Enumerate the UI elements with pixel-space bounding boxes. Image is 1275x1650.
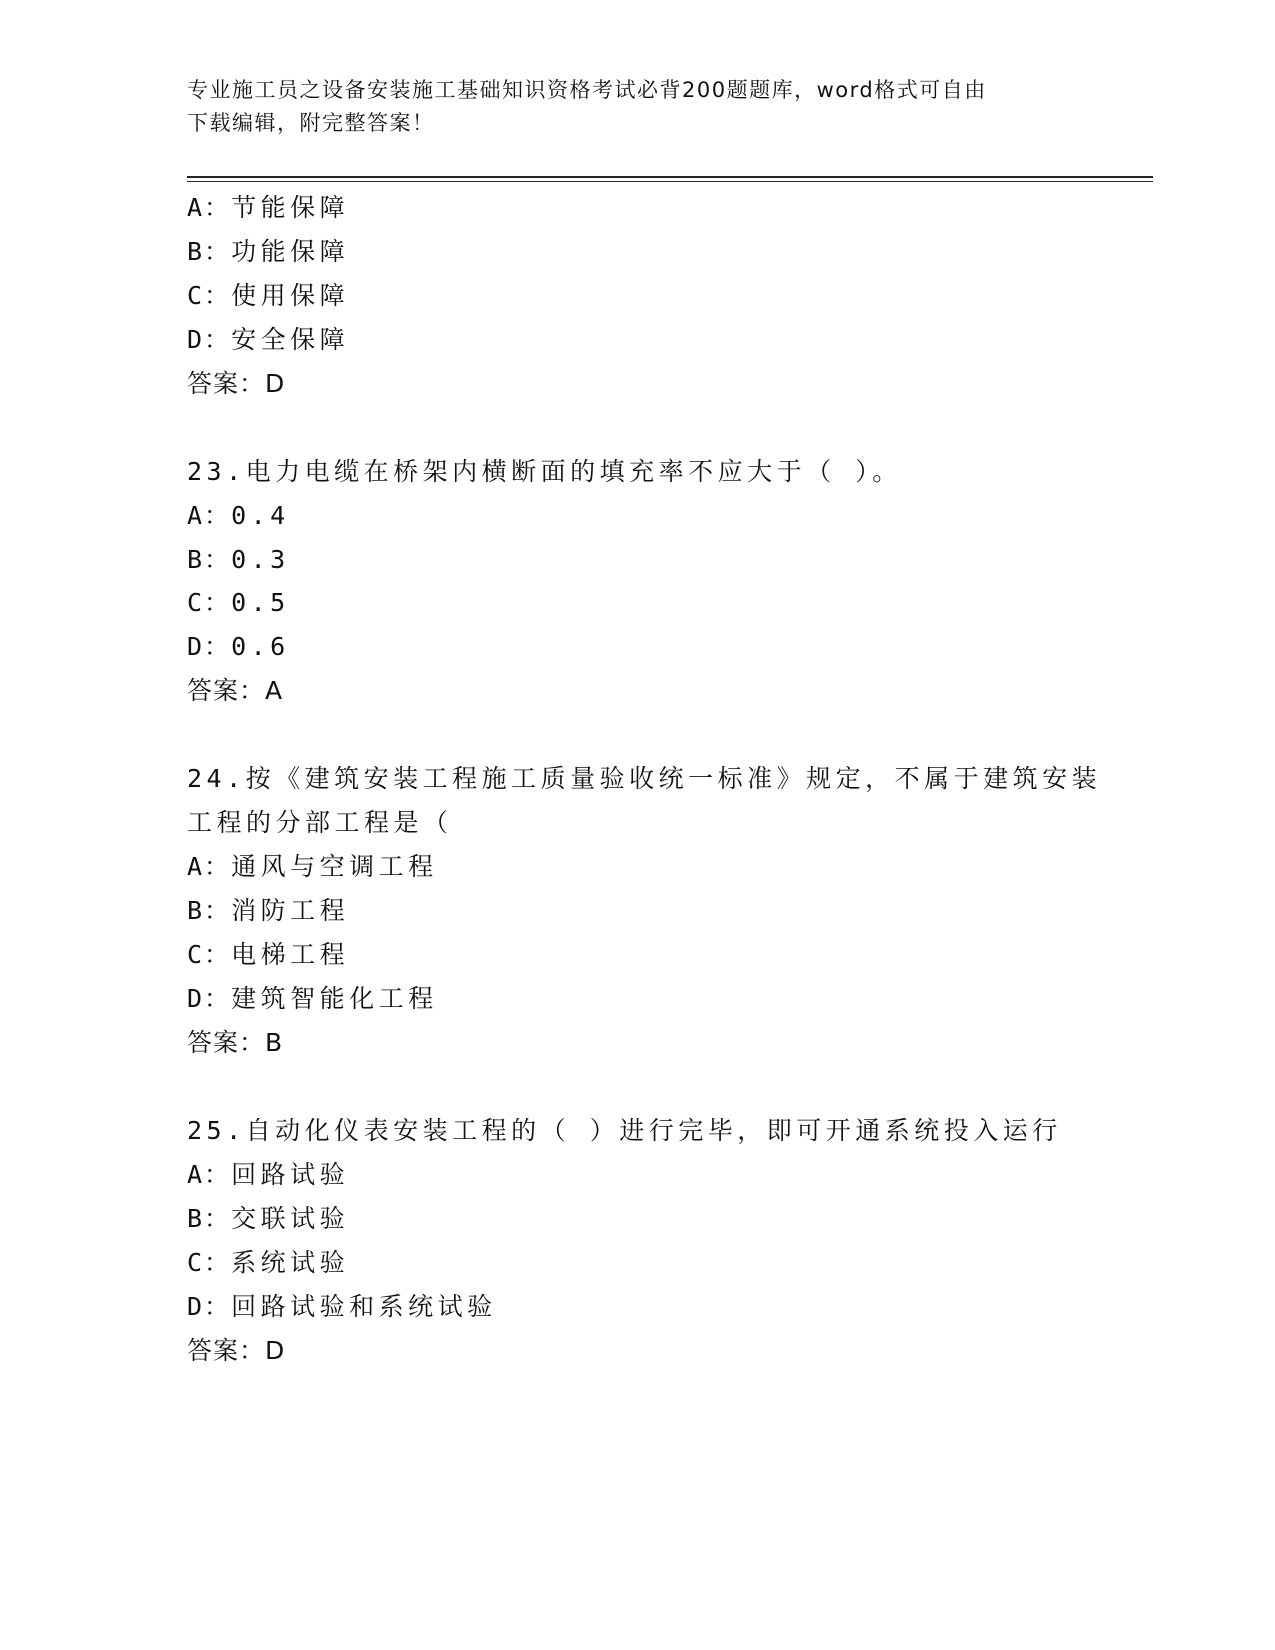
option-label: B：: [187, 545, 232, 574]
option-label: C：: [187, 1248, 232, 1277]
q23-option-b: [187, 543, 290, 577]
option-text: 功能保障: [231, 237, 350, 266]
q23-option-d: [187, 630, 290, 664]
option-label: D：: [187, 1292, 232, 1321]
option-text: 使用保障: [231, 281, 350, 310]
option-label: D：: [187, 632, 232, 661]
q25-option-b: [187, 1202, 349, 1236]
q23-question: 23.电力电缆在桥架内横断面的填充率不应大于（ ）。: [187, 457, 902, 486]
q24-answer: 答案：B: [187, 1028, 284, 1057]
option-text: 0.3: [231, 545, 290, 574]
option-label: A：: [187, 193, 232, 222]
option-text: 0.6: [231, 632, 290, 661]
option-label: B：: [187, 237, 232, 266]
option-text: 节能保障: [231, 193, 350, 222]
header-line-1: 专业施工员之设备安装施工基础知识资格考试必背200题题库，word格式可自由: [187, 78, 987, 102]
q24-option-c: [187, 938, 349, 972]
header-divider-thick: [187, 176, 1153, 178]
q24-question-line-2: 工程的分部工程是（: [187, 808, 453, 837]
option-label: C：: [187, 940, 232, 969]
option-label: B：: [187, 896, 232, 925]
option-label: B：: [187, 1204, 232, 1233]
option-text: 建筑智能化工程: [231, 984, 438, 1013]
q24-question-line-1: 24.按《建筑安装工程施工质量验收统一标准》规定，不属于建筑安装: [187, 764, 1102, 793]
option-label: A：: [187, 1160, 232, 1189]
option-label: C：: [187, 588, 232, 617]
option-text: 回路试验和系统试验: [231, 1292, 497, 1321]
q22-option-c: [187, 279, 349, 313]
q25-answer: 答案：D: [187, 1336, 286, 1365]
option-label: A：: [187, 852, 232, 881]
q24-option-a: [187, 850, 438, 884]
option-text: 电梯工程: [231, 940, 350, 969]
q25-option-a: [187, 1158, 349, 1192]
q23-option-c: [187, 586, 290, 620]
header-line-2: 下载编辑，附完整答案！: [187, 111, 435, 135]
option-label: D：: [187, 984, 232, 1013]
q24-option-d: [187, 982, 438, 1016]
option-label: C：: [187, 281, 232, 310]
option-text: 消防工程: [231, 896, 350, 925]
document-header: [187, 74, 1067, 140]
q22-option-a: [187, 191, 349, 225]
q24-option-b: [187, 894, 349, 928]
header-divider-thin: [187, 181, 1153, 182]
q25-option-d: [187, 1290, 497, 1324]
option-text: 回路试验: [231, 1160, 350, 1189]
option-text: 0.5: [231, 588, 290, 617]
q23-answer: 答案：A: [187, 676, 284, 705]
option-label: D：: [187, 325, 232, 354]
option-text: 交联试验: [231, 1204, 350, 1233]
option-label: A：: [187, 501, 232, 530]
q23-option-a: [187, 499, 290, 533]
q25-option-c: [187, 1246, 349, 1280]
q25-question: 25.自动化仪表安装工程的（ ）进行完毕，即可开通系统投入运行: [187, 1116, 1062, 1145]
option-text: 通风与空调工程: [231, 852, 438, 881]
q22-option-d: [187, 323, 349, 357]
option-text: 安全保障: [231, 325, 350, 354]
option-text: 0.4: [231, 501, 290, 530]
q22-option-b: [187, 235, 349, 269]
option-text: 系统试验: [231, 1248, 350, 1277]
q22-answer: 答案：D: [187, 369, 286, 398]
